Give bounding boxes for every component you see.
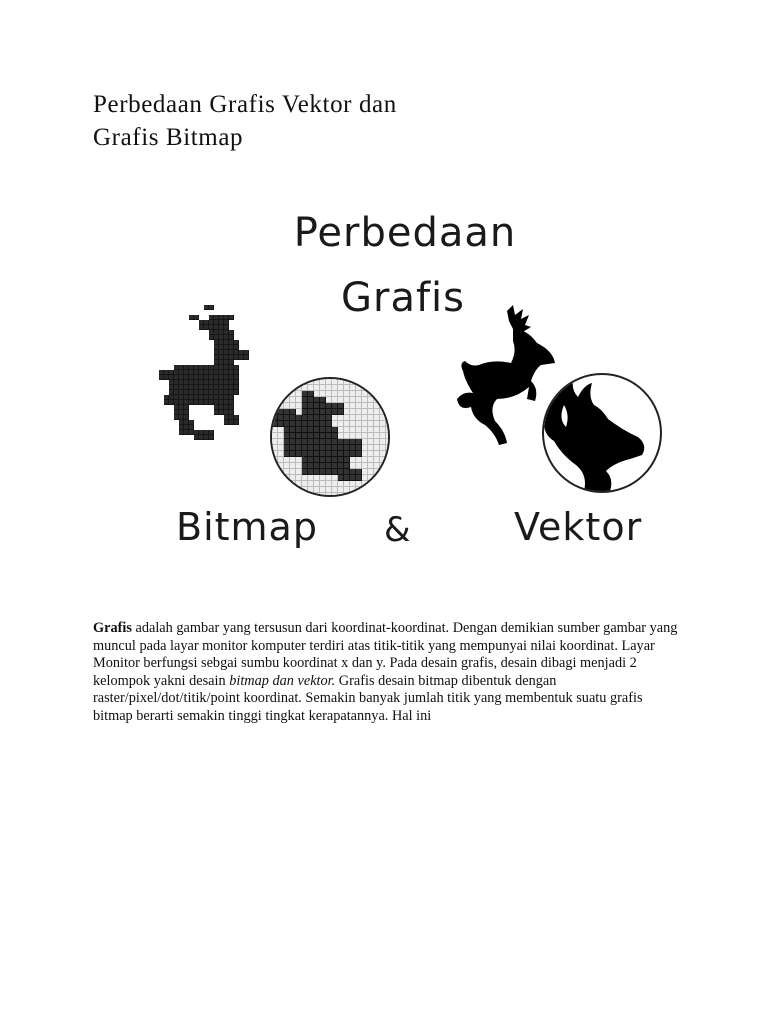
title-line-1: Perbedaan Grafis Vektor dan <box>93 91 397 118</box>
vektor-label: Vektor <box>514 505 643 549</box>
figure-heading-line-2: Grafis <box>341 275 465 321</box>
title-line-2: Grafis Bitmap <box>93 124 244 151</box>
bold-term: Grafis <box>93 620 132 636</box>
ampersand-label: & <box>384 510 412 550</box>
pixelated-deer-icon <box>154 295 264 455</box>
paragraph-text-1: adalah gambar yang tersusun dari koordinat-koordinat. Dengan demikian sumber gambar yang muncul pada layar monitor komputer terdiri atas titik-titik yang mempunyai nilai koordinat. Layar Monitor berfungsi sebgai sumbu koordinat x dan y. Pada desain grafis, desain dibagi menjadi 2 kelompok yakni desain <box>93 620 678 689</box>
pixelated-deer-head-icon <box>272 379 388 495</box>
body-paragraph <box>93 620 678 726</box>
bitmap-label: Bitmap <box>176 505 318 549</box>
vector-deer-head-icon <box>544 375 660 491</box>
italic-term: bitmap dan vektor. <box>229 672 336 689</box>
comparison-figure <box>140 195 670 575</box>
paragraph-text-2: Grafis desain bitmap dibentuk dengan raster/pixel/dot/titik/point koordinat. Semakin banyak jumlah titik yang membentuk suatu grafis bitmap berarti semakin tinggi tingkat kerapatannya. Hal ini <box>93 672 643 724</box>
bitmap-zoom-circle <box>270 377 390 497</box>
vector-zoom-circle <box>542 373 662 493</box>
page-title <box>93 88 653 154</box>
figure-heading-line-1: Perbedaan <box>293 210 517 256</box>
